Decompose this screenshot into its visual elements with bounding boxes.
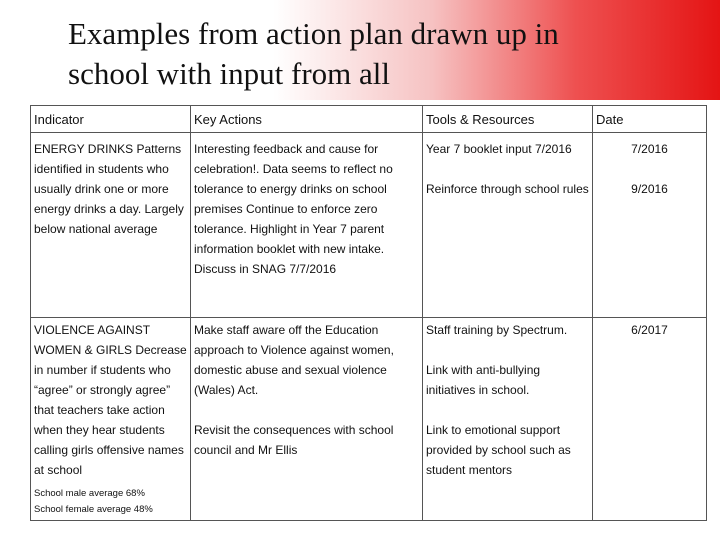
header-tools-resources: Tools & Resources [423, 106, 593, 133]
key-actions-cell: Interesting feedback and cause for celebration!. Data seems to reflect no tolerance to energy drinks on school premises Continue to enforce zero tolerance. Highlight in Year 7 parent information booklet with new intake. Discuss in SNAG 7/7/2016 [191, 133, 423, 318]
indicator-notes [34, 486, 187, 518]
tool-item: Year 7 booklet input 7/2016 [426, 142, 572, 156]
date-value: 7/2016 [631, 142, 668, 156]
date-value: 9/2016 [631, 182, 668, 196]
tool-item: Link to emotional support provided by school such as student mentors [426, 423, 571, 477]
date-cell [593, 133, 707, 318]
indicator-cell: ENERGY DRINKS Patterns identified in students who usually drink one or more energy drinks a day. Largely below national average [31, 133, 191, 318]
male-average-note: School male average 68% [34, 488, 145, 499]
date-value: 6/2017 [631, 323, 668, 337]
indicator-text: VIOLENCE AGAINST WOMEN & GIRLS Decrease in number if students who “agree” or strongly agree” that teachers take action when they hear students calling girls offensive names at school [34, 323, 187, 477]
indicator-cell [31, 318, 191, 521]
title-line-1: Examples from action plan drawn up in [68, 16, 559, 51]
date-cell [593, 318, 707, 521]
key-actions-cell [191, 318, 423, 521]
tool-item: Link with anti-bullying initiatives in school. [426, 363, 541, 397]
tool-item: Reinforce through school rules [426, 182, 589, 196]
action-item: Make staff aware off the Education approach to Violence against women, domestic abuse and sexual violence (Wales) Act. [194, 323, 394, 397]
header-key-actions: Key Actions [191, 106, 423, 133]
title-line-2: school with input from all [68, 56, 391, 91]
tools-cell [423, 318, 593, 521]
header-indicator: Indicator [31, 106, 191, 133]
table-header-row [31, 106, 707, 133]
tool-item: Staff training by Spectrum. [426, 323, 568, 337]
slide-title [68, 14, 708, 94]
header-date: Date [593, 106, 707, 133]
table-row [31, 318, 707, 521]
action-item: Revisit the consequences with school council and Mr Ellis [194, 423, 394, 457]
female-average-note: School female average 48% [34, 504, 153, 515]
action-plan-table [30, 105, 707, 521]
table-row [31, 133, 707, 318]
tools-cell [423, 133, 593, 318]
